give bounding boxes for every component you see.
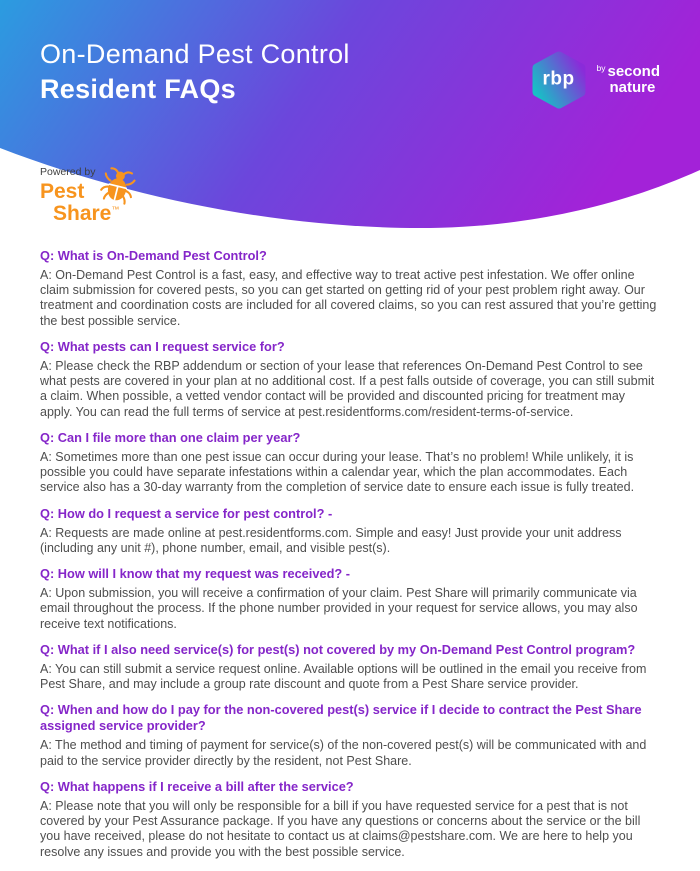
- faq-item: [40, 566, 660, 632]
- faq-answer: A: Requests are made online at pest.residentforms.com. Simple and easy! Just provide your unit address (including any unit #), phone number, email, and visible pest(s).: [40, 525, 622, 555]
- faq-question: Q: How will I know that my request was received? -: [40, 566, 351, 582]
- by-label: by: [596, 63, 606, 74]
- pest-wordmark: Pest: [40, 180, 85, 203]
- faq-item: [40, 506, 660, 556]
- rbp-wordmark: rbp: [542, 68, 575, 90]
- faq-question: Q: What is On-Demand Pest Control?: [40, 248, 267, 263]
- faq-question: Q: How do I request a service for pest control? -: [40, 505, 333, 521]
- faq-item: [40, 779, 660, 860]
- brand-word-second: second: [607, 63, 660, 81]
- rbp-hexagon-icon: [531, 50, 587, 110]
- faq-answer: A: The method and timing of payment for service(s) of the non-covered pest(s) will be communicated with and paid to the service provider directly by the resident, not Pest Share.: [40, 738, 647, 768]
- faq-item: [40, 248, 660, 329]
- second-nature-wordmark: [597, 64, 661, 96]
- faq-item: [40, 702, 660, 768]
- faq-question: Q: What if I also need service(s) for pest(s) not covered by my On-Demand Pest Control program?: [40, 641, 636, 657]
- share-wordmark: Share™: [53, 202, 120, 225]
- brand-word-nature: nature: [609, 79, 656, 96]
- faq-item: [40, 430, 660, 496]
- pestshare-wordmark: [40, 181, 190, 224]
- bug-icon: [100, 167, 138, 205]
- faq-question: Q: What happens if I receive a bill after the service?: [40, 778, 354, 794]
- faq-answer: A: Please check the RBP addendum or section of your lease that references On-Demand Pest Control to see what pests are covered in your plan at no additional cost. If a pest falls outside of coverage, you can still submit a claim. When possible, a vetted vendor contact will be provided and discounted pricing for treatment may apply. You can read the full terms of service at pest.residentforms.com/resident-terms-of-service.: [40, 358, 655, 419]
- header-titles: [40, 36, 350, 108]
- page-title: On-Demand Pest Control: [40, 39, 350, 69]
- faq-answer: A: Sometimes more than one pest issue can occur during your lease. That’s no problem! While unlikely, it is possible you could have separate infestations within a calendar year, which the plan accommodates. Each service also has a 30-day warranty from the completion of service date to ensure each issue is fully treated.: [40, 449, 635, 495]
- faq-list: [0, 238, 700, 860]
- faq-question: Q: When and how do I pay for the non-covered pest(s) service if I decide to contract the Pest Share assigned service provider?: [40, 702, 642, 734]
- rbp-second-nature-logo: [531, 50, 661, 110]
- faq-question: Q: What pests can I request service for?: [40, 338, 285, 354]
- faq-item: [40, 339, 660, 420]
- pestshare-logo-block: [40, 166, 190, 224]
- trademark-symbol: ™: [111, 205, 120, 214]
- powered-by-label: Powered by: [40, 166, 96, 178]
- faq-answer: A: You can still submit a service request online. Available options will be outlined in the email you receive from Pest Share, and may include a group rate discount and quote from a Pest Share service provider.: [40, 661, 647, 692]
- faq-answer: A: On-Demand Pest Control is a fast, easy, and effective way to treat active pest infestation. We offer online claim submission for covered pests, so you can get started on getting rid of your pest problem right away. Our treatment and coordination costs are included for all covered claims, so you can rest assured that you’re getting the best possible service.: [40, 267, 657, 328]
- faq-item: [40, 642, 660, 692]
- faq-answer: A: Please note that you will only be responsible for a bill if you have requested service for a pest that is not covered by your Pest Assurance package. If you have any questions or concerns about the service or the bill you have received, please do not hesitate to contact us at claims@pestshare.com. We are here to help you resolve any issues and provide you with the best possible service.: [40, 798, 641, 859]
- faq-question: Q: Can I file more than one claim per year?: [40, 429, 301, 445]
- page-subtitle: Resident FAQs: [40, 74, 236, 105]
- faq-answer: A: Upon submission, you will receive a confirmation of your claim. Pest Share will primarily communicate via email throughout the process. If the phone number provided in your request for service allows, you may also receive text notifications.: [40, 586, 638, 631]
